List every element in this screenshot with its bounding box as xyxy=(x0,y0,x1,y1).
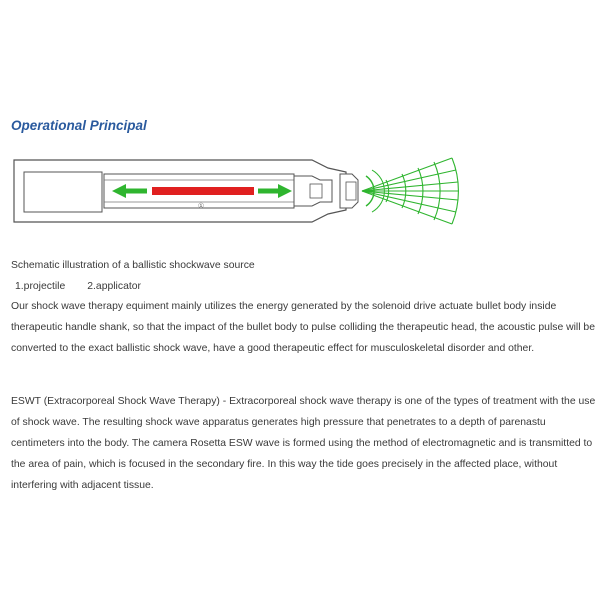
caption-items xyxy=(11,276,596,297)
section-heading: Operational Principal xyxy=(11,118,147,133)
caption-item-applicator: 2.applicator xyxy=(87,281,141,292)
shock-wave-icon xyxy=(362,158,459,224)
handle-end-cap xyxy=(24,172,102,212)
projectile xyxy=(152,187,254,195)
shockwave-source-diagram xyxy=(0,150,600,232)
paragraph-operation: Our shock wave therapy equiment mainly utilizes the energy generated by the solenoid drive actuate bullet body inside therapeutic handle shank, so that the impact of the bullet body to pulse colliding the therapeutic head, the acoustic pulse will be converted to the exact ballistic shock wave, have a good therapeutic effect for musculoskeletal disorder and other. xyxy=(11,301,595,354)
caption-title: Schematic illustration of a ballistic shockwave source xyxy=(11,260,255,271)
projectile-marker-label: ① xyxy=(197,202,205,210)
paragraph-eswt: ESWT (Extracorporeal Shock Wave Therapy) - Extracorporeal shock wave therapy is one of the types of treatment with the use of shock wave. The resulting shock wave apparatus generates high pressure that penetrates to a depth of parenastu centimeters into the body. The camera Rosetta ESW wave is formed using the method of electromagnetic and is transmitted to the area of pain, which is focused in the secondary fire. In this way the tide goes precisely in the affected place, without interfering with adjacent tissue. xyxy=(11,396,596,491)
caption-item-projectile: 1.projectile xyxy=(15,281,66,292)
diagram-caption xyxy=(11,255,596,297)
